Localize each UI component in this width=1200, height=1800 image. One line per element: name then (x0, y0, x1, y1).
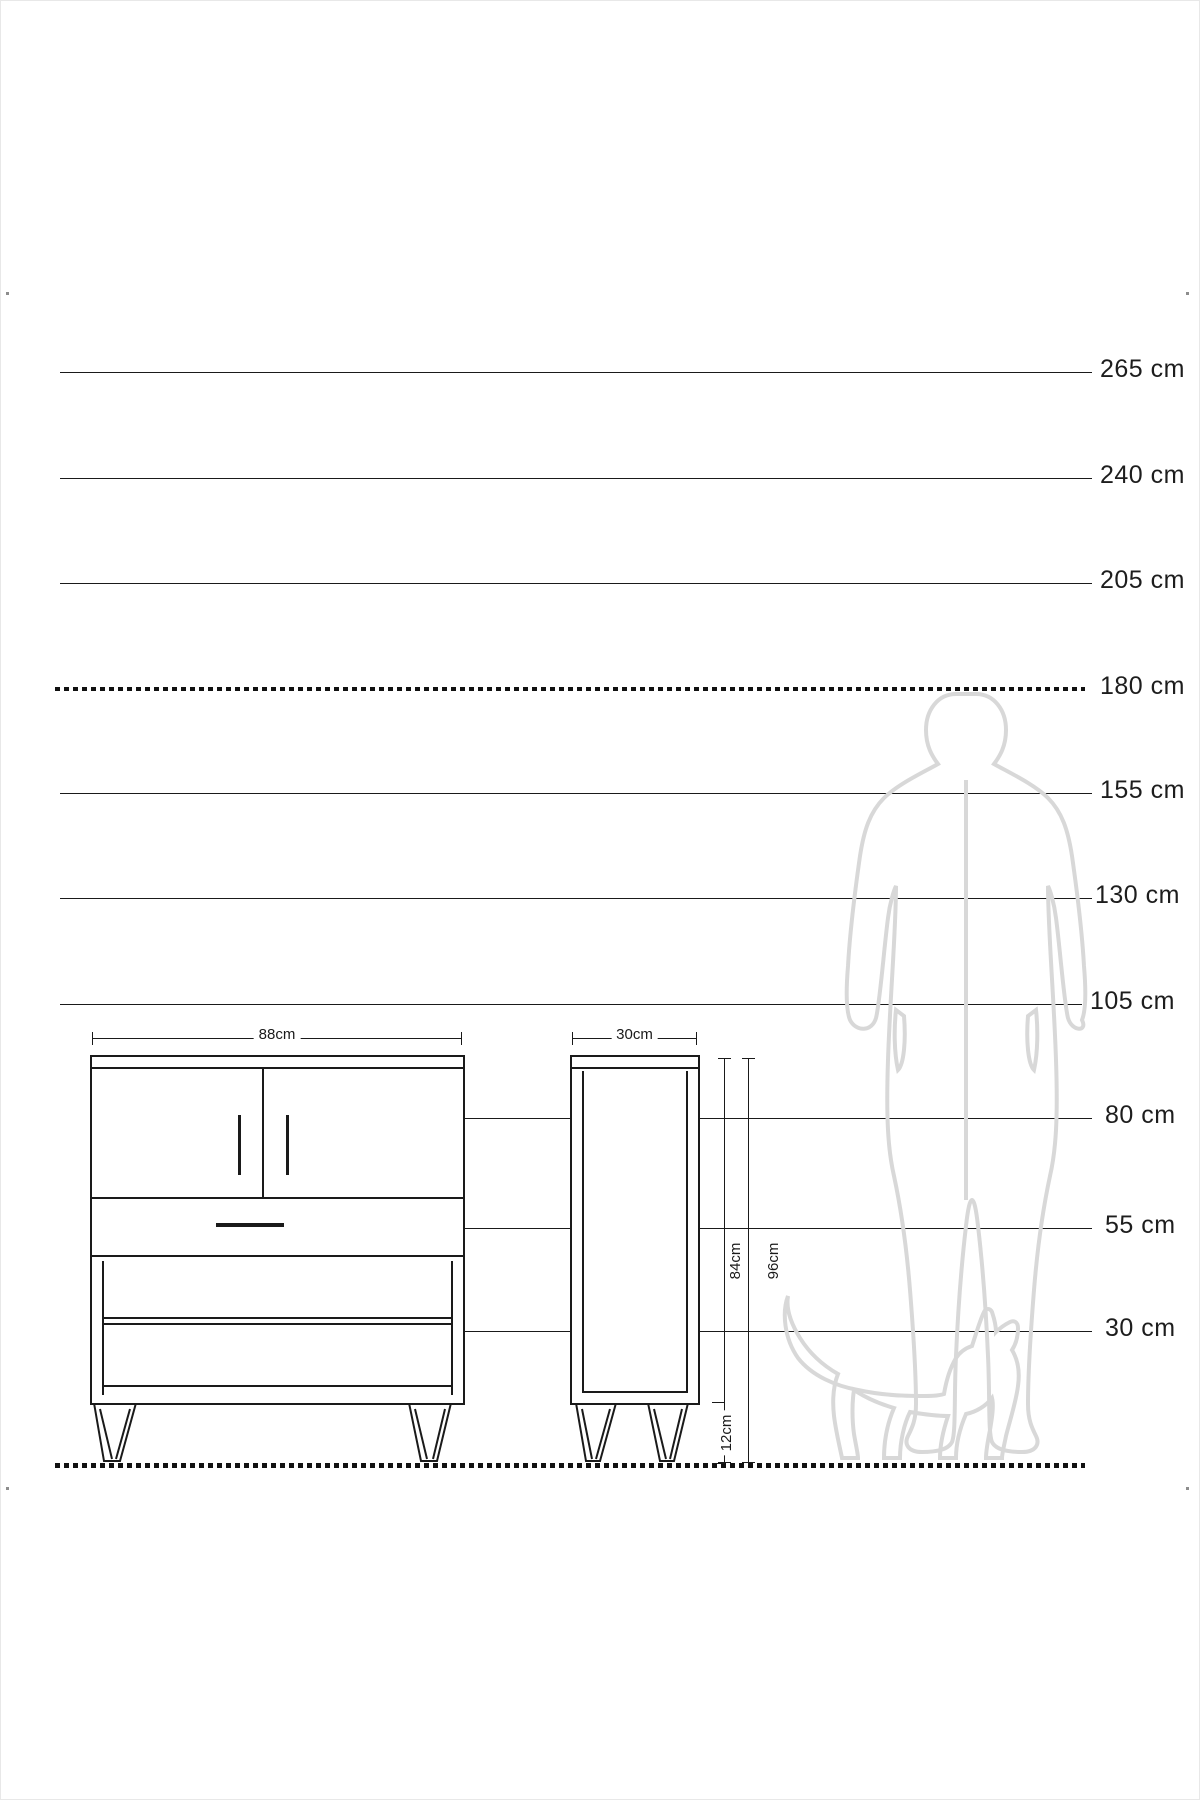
scale-label-155: 155 cm (1100, 776, 1185, 804)
dimension-height-84-label: 84cm (727, 1238, 744, 1283)
tall-cabinet (570, 1055, 700, 1465)
scale-line-240 (60, 478, 1080, 479)
scale-label-265: 265 cm (1100, 355, 1185, 383)
cat-silhouette (780, 1290, 1030, 1465)
tall-cabinet-left-inner (582, 1071, 584, 1393)
corner-marker-bottom-left (6, 1487, 9, 1490)
sideboard-carcass (90, 1055, 465, 1405)
dimension-cabinet-width-label: 88cm (254, 1026, 301, 1043)
tall-cabinet-right-inner (686, 1071, 688, 1393)
sideboard-drawer-bottom (92, 1255, 463, 1257)
scale-label-180: 180 cm (1100, 672, 1185, 700)
tall-cabinet-leg-left (572, 1403, 627, 1465)
scale-label-205: 205 cm (1100, 566, 1185, 594)
sideboard-top-edge (92, 1067, 463, 1069)
dimension-cabinet-width (92, 1026, 462, 1044)
dimension-height-96 (742, 1058, 782, 1463)
scale-label-240: 240 cm (1100, 461, 1185, 489)
sideboard-shelf-left-panel (102, 1261, 104, 1395)
scale-label-30: 30 cm (1105, 1314, 1176, 1342)
scale-label-80: 80 cm (1105, 1101, 1176, 1129)
tall-cabinet-top-edge (572, 1067, 698, 1069)
sideboard-shelf-middle-edge (102, 1323, 453, 1325)
sideboard-door-divider (262, 1069, 264, 1197)
scale-tick-240 (1070, 478, 1092, 479)
sideboard-leg-right (405, 1403, 465, 1465)
dimension-tall-unit-width (572, 1026, 697, 1044)
scale-tick-205 (1070, 583, 1092, 584)
sideboard-shelf-right-panel (451, 1261, 453, 1395)
scale-label-105: 105 cm (1090, 987, 1175, 1015)
dimension-height-12 (712, 1402, 735, 1464)
tall-cabinet-bottom-inner (582, 1391, 688, 1393)
corner-marker-top-left (6, 292, 9, 295)
scale-label-55: 55 cm (1105, 1211, 1176, 1239)
dimension-tall-unit-width-label: 30cm (611, 1026, 658, 1043)
scale-row-265 (0, 355, 1200, 383)
tall-cabinet-carcass (570, 1055, 700, 1405)
scale-tick-265 (1070, 372, 1092, 373)
sideboard-door-handle-right[interactable] (286, 1115, 289, 1175)
sideboard-cabinet (90, 1055, 465, 1465)
scale-row-205 (0, 566, 1200, 594)
corner-marker-bottom-right (1186, 1487, 1189, 1490)
sideboard-leg-left (90, 1403, 150, 1465)
tall-cabinet-leg-right (644, 1403, 699, 1465)
sideboard-door-bottom-rail (92, 1197, 463, 1199)
sideboard-shelf-bottom (102, 1385, 453, 1387)
scale-row-240 (0, 461, 1200, 489)
scale-line-265 (60, 372, 1080, 373)
sideboard-door-handle-left[interactable] (238, 1115, 241, 1175)
scale-label-130: 130 cm (1095, 881, 1180, 909)
sideboard-drawer-handle[interactable] (216, 1223, 284, 1227)
scale-line-205 (60, 583, 1080, 584)
dimension-height-12-label: 12cm (718, 1411, 735, 1456)
corner-marker-top-right (1186, 292, 1189, 295)
sideboard-shelf-middle (102, 1317, 453, 1319)
dimension-height-96-label: 96cm (765, 1238, 782, 1283)
